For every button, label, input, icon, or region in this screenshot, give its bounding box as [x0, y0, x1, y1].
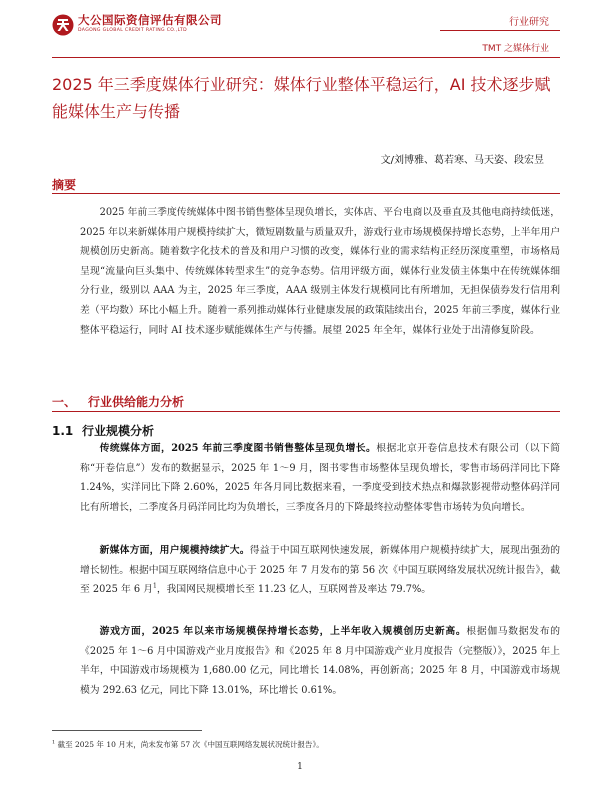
page-header [0, 0, 600, 52]
footnote [52, 739, 324, 750]
report-series: TMT 之媒体行业 [482, 44, 549, 54]
abstract-heading: 摘要 [52, 178, 77, 192]
section-title: 行业供给能力分析 [88, 395, 185, 409]
section-rule [52, 411, 560, 412]
footnote-mark: 1 [52, 739, 56, 746]
paragraph-body-cont: ，我国网民规模增长至 11.23 亿人，互联网普及率达 79.7%。 [156, 584, 432, 596]
footnote-text: 截至 2025 年 10 月末，尚未发布第 57 次《中国互联网络发展状况统计报告》。 [57, 740, 324, 749]
paragraph-body: 根据北京开卷信息技术有限公司（以下简称“开卷信息”）发布的数据显示，2025 年 1～9 月，图书零售市场整体呈现负增长，零售市场码洋同比下降 1.24%，实洋同比下降 2.60%，2025 年各月同比数据来看，一季度受到技术热点和爆款影视带动整体码洋同比有所增长，二季度各月码洋同比均为负增长，三季度各月的下降最终拉动整体零售市场转为负向增长。 [80, 443, 560, 513]
section-heading [52, 393, 184, 410]
paragraph-lead: 游戏方面，2025 年以来市场规模保持增长态势，上半年收入规模创历史新高。 [99, 626, 467, 637]
paragraph-lead: 传统媒体方面，2025 年前三季度图书销售整体呈现负增长。 [99, 443, 377, 454]
company-logo [52, 14, 222, 36]
section-number: 一、 [52, 395, 77, 409]
abstract-rule [52, 193, 560, 194]
header-divider-short [440, 30, 560, 31]
subsection-title: 行业规模分析 [82, 424, 155, 438]
subsection-number: 1.1 [52, 424, 74, 438]
abstract-text: 2025 年前三季度传统媒体中图书销售整体呈现负增长，实体店、平台电商以及垂直及其他电商持续低迷，2025 年以来新媒体用户规模持续扩大，微短剧数量与质量双升，游戏行业市场规模保持增长态势，上半年用户规模创历史新高。随着数字化技术的普及和用户习惯的改变，媒体行业的需求结构正经历深度重塑，市场格局呈现“流量向巨头集中、传统媒体转型求生”的竞争态势。信用评级方面，媒体行业发债主体集中在传统媒体细分行业，级别以 AAA 为主，2025 年三季度，AAA 级别主体发行规模同比有所增加，无担保债券发行信用利差（平均数）环比小幅上升。随着一系列推动媒体行业健康发展的政策陆续出台，2025 年前三季度，媒体行业整体平稳运行，同时 AI 技术逐步赋能媒体生产与传播。展望 2025 年全年，媒体行业处于出清修复阶段。 [80, 207, 560, 336]
document-title: 2025 年三季度媒体行业研究：媒体行业整体平稳运行，AI 技术逐步赋能媒体生产与传播 [52, 75, 551, 121]
header-divider [52, 57, 560, 58]
paragraph-traditional-media [80, 439, 560, 517]
footnote-reference[interactable]: 1 [153, 582, 157, 590]
paragraph-body: 根据伽马数据发布的《2025 年 1～6 月中国游戏产业月度报告》和《2025 年 8 月中国游戏产业月度报告（完整版）》，2025 年上半年，中国游戏市场规模为 1,680.00 亿元，同比增长 14.08%，再创新高；2025 年 8 月，中国游戏市场规模为 292.63 亿元，同比下降 13.01%，环比增长 0.61%。 [80, 626, 561, 696]
logo-english-name: DAGONG GLOBAL CREDIT RATING CO.,LTD [78, 28, 187, 33]
subsection-heading [52, 422, 154, 439]
logo-chinese-name: 大公国际资信评估有限公司 [78, 13, 222, 27]
paragraph-new-media [80, 541, 560, 600]
footnote-rule [52, 730, 202, 731]
authors: 文/刘博雅、葛若寒、马天姿、段宏昱 [380, 155, 544, 166]
page-number: 1 [297, 762, 303, 772]
paragraph-lead: 新媒体方面，用户规模持续扩大。 [99, 545, 250, 556]
paragraph-gaming [80, 622, 560, 700]
dagong-logo-icon [52, 14, 74, 36]
report-category: 行业研究 [509, 17, 549, 28]
paragraph-body: 得益于中国互联网快速发展，新媒体用户规模持续扩大，展现出强劲的增长韧性。根据中国互联网络信息中心于 2025 年 7 月发布的第 56 次《中国互联网络发展状况统计报告》，截至 2025 年 6 月 [80, 545, 560, 596]
